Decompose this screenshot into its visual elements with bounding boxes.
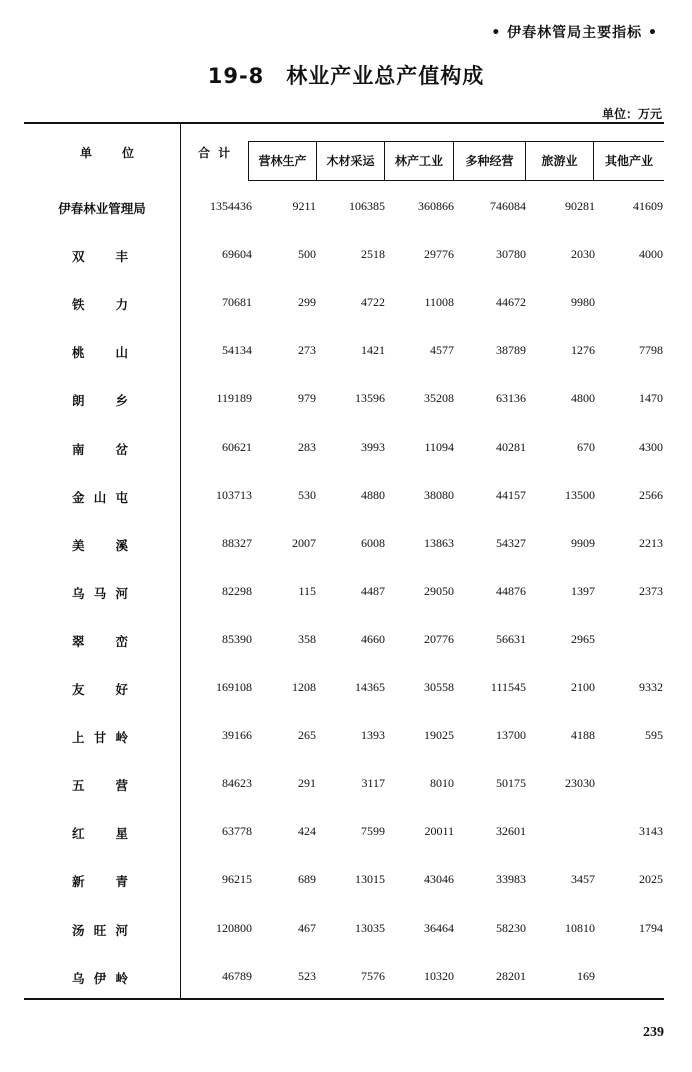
cell-value: 1470 [639, 391, 663, 405]
cell-value: 1397 [571, 584, 595, 598]
row-label-char: 伊 [93, 971, 107, 986]
row-label [72, 632, 128, 650]
cell-value: 96215 [222, 872, 252, 886]
cell-value: 9980 [571, 295, 595, 309]
cell-value: 120800 [216, 921, 252, 935]
row-label-char: 岭 [115, 971, 128, 986]
cell-value: 2100 [571, 680, 595, 694]
cell-value: 8010 [430, 776, 454, 790]
cell-value: 29050 [424, 584, 454, 598]
row-label-char: 新 [72, 874, 85, 889]
row-label-char: 河 [115, 923, 128, 938]
subcolumn-header: 多种经营 [453, 142, 525, 180]
cell-value: 38080 [424, 488, 454, 502]
cell-value: 69604 [222, 247, 252, 261]
cell-value: 283 [298, 440, 316, 454]
page-number: 239 [643, 1025, 664, 1040]
cell-value: 9211 [292, 199, 316, 213]
cell-value: 1421 [361, 343, 385, 357]
top-rule [24, 122, 664, 124]
cell-value: 115 [298, 584, 316, 598]
cell-value: 11094 [424, 440, 454, 454]
cell-value: 1208 [292, 680, 316, 694]
row-label-char: 峦 [115, 634, 128, 649]
cell-value: 6008 [361, 536, 385, 550]
cell-value: 39166 [222, 728, 252, 742]
subcolumn-header: 木材采运 [316, 142, 384, 180]
row-label [72, 391, 128, 409]
cell-value: 2518 [361, 247, 385, 261]
row-label [72, 488, 128, 506]
cell-value: 11008 [424, 295, 454, 309]
total-column-header: 合 计 [198, 146, 233, 160]
cell-value: 19025 [424, 728, 454, 742]
row-label [72, 536, 128, 554]
cell-value: 44672 [496, 295, 526, 309]
row-label-char: 好 [115, 682, 128, 697]
cell-value: 299 [298, 295, 316, 309]
cell-value: 9332 [639, 680, 663, 694]
cell-value: 119189 [216, 391, 252, 405]
row-label-char: 乡 [115, 393, 128, 408]
row-label-char: 溪 [115, 538, 128, 553]
cell-value: 4000 [639, 247, 663, 261]
cell-value: 44876 [496, 584, 526, 598]
row-label [72, 776, 128, 794]
cell-value: 10810 [565, 921, 595, 935]
cell-value: 358 [298, 632, 316, 646]
subcolumn-header: 旅游业 [525, 142, 593, 180]
cell-value: 32601 [496, 824, 526, 838]
row-label-char: 乌 [72, 971, 85, 986]
cell-value: 4188 [571, 728, 595, 742]
row-label [72, 440, 128, 458]
cell-value: 169 [577, 969, 595, 983]
row-label-char: 力 [115, 297, 128, 312]
cell-value: 36464 [424, 921, 454, 935]
cell-value: 28201 [496, 969, 526, 983]
row-label-char: 翠 [72, 634, 85, 649]
cell-value: 3993 [361, 440, 385, 454]
row-label-char: 友 [72, 682, 85, 697]
cell-value: 1276 [571, 343, 595, 357]
cell-value: 60621 [222, 440, 252, 454]
row-label [72, 680, 128, 698]
cell-value: 3117 [361, 776, 385, 790]
cell-value: 670 [577, 440, 595, 454]
row-label-char: 屯 [115, 490, 128, 505]
cell-value: 4300 [639, 440, 663, 454]
subcolumn-header: 营林生产 [248, 142, 316, 180]
cell-value: 13015 [355, 872, 385, 886]
row-label-char: 青 [115, 874, 128, 889]
row-label-char: 上 [72, 730, 85, 745]
cell-value: 2566 [639, 488, 663, 502]
cell-value: 360866 [418, 199, 454, 213]
cell-value: 63136 [496, 391, 526, 405]
cell-value: 530 [298, 488, 316, 502]
cell-value: 30558 [424, 680, 454, 694]
row-label-char: 乌 [72, 586, 85, 601]
row-label [72, 969, 128, 987]
row-label-char: 河 [115, 586, 128, 601]
cell-value: 10320 [424, 969, 454, 983]
row-label: 伊春林业管理局 [58, 201, 146, 216]
unit-column-header: 单 位 [80, 146, 137, 160]
row-label [72, 728, 128, 746]
running-head: • 伊春林管局主要指标 • [491, 25, 658, 41]
cell-value: 523 [298, 969, 316, 983]
cell-value: 424 [298, 824, 316, 838]
cell-value: 46789 [222, 969, 252, 983]
row-label [72, 295, 128, 313]
row-label-char: 朗 [72, 393, 85, 408]
cell-value: 33983 [496, 872, 526, 886]
cell-value: 13596 [355, 391, 385, 405]
cell-value: 82298 [222, 584, 252, 598]
cell-value: 58230 [496, 921, 526, 935]
cell-value: 90281 [565, 199, 595, 213]
row-label-char: 美 [72, 538, 85, 553]
cell-value: 106385 [349, 199, 385, 213]
cell-value: 2965 [571, 632, 595, 646]
cell-value: 111545 [490, 680, 526, 694]
row-label-char: 马 [93, 586, 107, 601]
cell-value: 4880 [361, 488, 385, 502]
row-label-char: 南 [72, 442, 85, 457]
cell-value: 54134 [222, 343, 252, 357]
row-label-char: 旺 [93, 923, 107, 938]
row-label-char: 岭 [115, 730, 128, 745]
subcolumn-header: 其他产业 [593, 142, 664, 180]
cell-value: 2007 [292, 536, 316, 550]
cell-value: 265 [298, 728, 316, 742]
cell-value: 13035 [355, 921, 385, 935]
row-label [72, 584, 128, 602]
row-label-char: 红 [72, 826, 85, 841]
cell-value: 1393 [361, 728, 385, 742]
cell-value: 7599 [361, 824, 385, 838]
row-label-char: 岔 [115, 442, 128, 457]
cell-value: 38789 [496, 343, 526, 357]
row-label-char: 星 [115, 826, 128, 841]
cell-value: 14365 [355, 680, 385, 694]
cell-value: 85390 [222, 632, 252, 646]
cell-value: 3143 [639, 824, 663, 838]
cell-value: 4577 [430, 343, 454, 357]
row-label-char: 山 [93, 490, 107, 505]
cell-value: 467 [298, 921, 316, 935]
row-label-char: 铁 [72, 297, 85, 312]
cell-value: 41609 [633, 199, 663, 213]
row-label [72, 872, 128, 890]
column-divider [180, 122, 181, 998]
cell-value: 63778 [222, 824, 252, 838]
cell-value: 3457 [571, 872, 595, 886]
row-label-char: 山 [115, 345, 128, 360]
cell-value: 746084 [490, 199, 526, 213]
row-label-char: 双 [72, 249, 85, 264]
cell-value: 2373 [639, 584, 663, 598]
cell-value: 273 [298, 343, 316, 357]
cell-value: 40281 [496, 440, 526, 454]
unit-note: 单位：万元 [601, 107, 662, 121]
cell-value: 1354436 [210, 199, 252, 213]
cell-value: 20011 [424, 824, 454, 838]
row-label-char: 甘 [93, 730, 107, 745]
cell-value: 4722 [361, 295, 385, 309]
row-label-char: 金 [72, 490, 85, 505]
cell-value: 84623 [222, 776, 252, 790]
cell-value: 13500 [565, 488, 595, 502]
cell-value: 2025 [639, 872, 663, 886]
cell-value: 23030 [565, 776, 595, 790]
cell-value: 88327 [222, 536, 252, 550]
cell-value: 4487 [361, 584, 385, 598]
cell-value: 4800 [571, 391, 595, 405]
bottom-rule [24, 998, 664, 1000]
cell-value: 30780 [496, 247, 526, 261]
subheader-row [248, 141, 664, 181]
row-label-char: 桃 [72, 345, 85, 360]
row-label-char: 营 [115, 778, 128, 793]
cell-value: 979 [298, 391, 316, 405]
cell-value: 20776 [424, 632, 454, 646]
cell-value: 70681 [222, 295, 252, 309]
row-label [72, 247, 128, 265]
cell-value: 43046 [424, 872, 454, 886]
row-label-char: 五 [72, 778, 85, 793]
cell-value: 13700 [496, 728, 526, 742]
cell-value: 44157 [496, 488, 526, 502]
cell-value: 2030 [571, 247, 595, 261]
row-label-char: 丰 [115, 249, 128, 264]
cell-value: 169108 [216, 680, 252, 694]
row-label [72, 921, 128, 939]
cell-value: 29776 [424, 247, 454, 261]
row-label-char: 汤 [72, 923, 85, 938]
cell-value: 50175 [496, 776, 526, 790]
cell-value: 291 [298, 776, 316, 790]
cell-value: 4660 [361, 632, 385, 646]
row-label [72, 343, 128, 361]
cell-value: 1794 [639, 921, 663, 935]
cell-value: 7798 [639, 343, 663, 357]
cell-value: 103713 [216, 488, 252, 502]
cell-value: 2213 [639, 536, 663, 550]
cell-value: 7576 [361, 969, 385, 983]
cell-value: 9909 [571, 536, 595, 550]
table-title: 19-8 林业产业总产值构成 [207, 64, 485, 88]
cell-value: 689 [298, 872, 316, 886]
cell-value: 13863 [424, 536, 454, 550]
cell-value: 56631 [496, 632, 526, 646]
cell-value: 500 [298, 247, 316, 261]
cell-value: 595 [645, 728, 663, 742]
cell-value: 54327 [496, 536, 526, 550]
subcolumn-header: 林产工业 [384, 142, 453, 180]
row-label [72, 824, 128, 842]
cell-value: 35208 [424, 391, 454, 405]
